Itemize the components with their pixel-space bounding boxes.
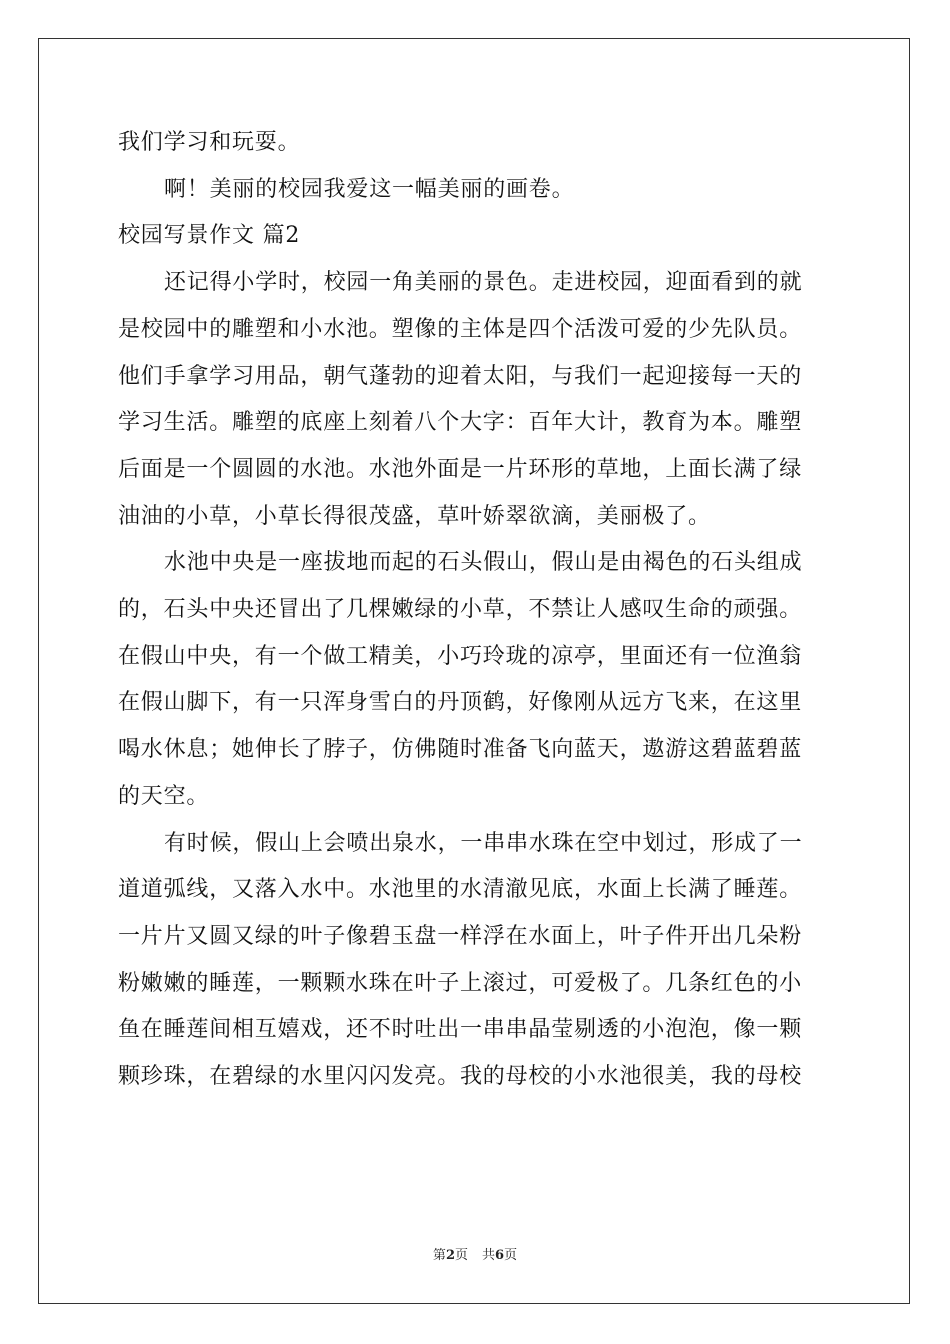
text-line: 有时候，假山上会喷出泉水，一串串水珠在空中划过，形成了一 — [164, 830, 803, 856]
text-line: 是校园中的雕塑和小水池。塑像的主体是四个活泼可爱的少先队员。 — [118, 316, 803, 342]
total-label-suffix: 页 — [504, 1248, 518, 1263]
text-line: 的天空。 — [118, 783, 210, 809]
text-line: 粉嫩嫩的睡莲，一颗颗水珠在叶子上滚过，可爱极了。几条红色的小 — [118, 970, 803, 996]
text-line: 还记得小学时，校园一角美丽的景色。走进校园，迎面看到的就 — [164, 270, 803, 296]
page-label-prefix: 第 — [432, 1248, 446, 1263]
text-line: 水池中央是一座拔地而起的石头假山，假山是由褐色的石头组成 — [164, 550, 803, 576]
total-pages: 6 — [495, 1248, 505, 1263]
text-line: 油油的小草，小草长得很茂盛，草叶娇翠欲滴，美丽极了。 — [118, 503, 711, 529]
total-label-prefix: 共 — [482, 1248, 496, 1263]
text-line: 我们学习和玩耍。 — [118, 130, 301, 155]
text-line: 在假山脚下，有一只浑身雪白的丹顶鹤，好像刚从远方飞来，在这里 — [118, 690, 803, 716]
text-line: 颗珍珠，在碧绿的水里闪闪发亮。我的母校的小水池很美，我的母校 — [118, 1064, 803, 1089]
text-line: 一片片又圆又绿的叶子像碧玉盘一样浮在水面上，叶子件开出几朵粉 — [118, 923, 803, 949]
page-number: 2 — [445, 1248, 455, 1263]
section-heading: 校园写景作文 篇2 — [118, 223, 301, 249]
text-line: 的，石头中央还冒出了几棵嫩绿的小草，不禁让人感叹生命的顽强。 — [118, 597, 803, 622]
text-line: 学习生活。雕塑的底座上刻着八个大字：百年大计，教育为本。雕塑 — [118, 410, 803, 436]
text-line: 后面是一个圆圆的水池。水池外面是一片环形的草地，上面长满了绿 — [118, 456, 803, 482]
text-line: 在假山中央，有一个做工精美，小巧玲珑的凉亭，里面还有一位渔翁 — [118, 643, 803, 669]
text-line: 喝水休息；她伸长了脖子，仿佛随时准备飞向蓝天，遨游这碧蓝碧蓝 — [118, 737, 803, 763]
page-footer — [0, 1247, 950, 1265]
text-line: 啊！美丽的校园我爱这一幅美丽的画卷。 — [164, 176, 575, 202]
text-line: 他们手拿学习用品，朝气蓬勃的迎着太阳，与我们一起迎接每一天的 — [118, 363, 803, 389]
text-line: 道道弧线，又落入水中。水池里的水清澈见底，水面上长满了睡莲。 — [118, 877, 803, 903]
text-line: 鱼在睡莲间相互嬉戏，还不时吐出一串串晶莹剔透的小泡泡，像一颗 — [118, 1017, 803, 1043]
page-label-suffix: 页 — [454, 1248, 468, 1263]
